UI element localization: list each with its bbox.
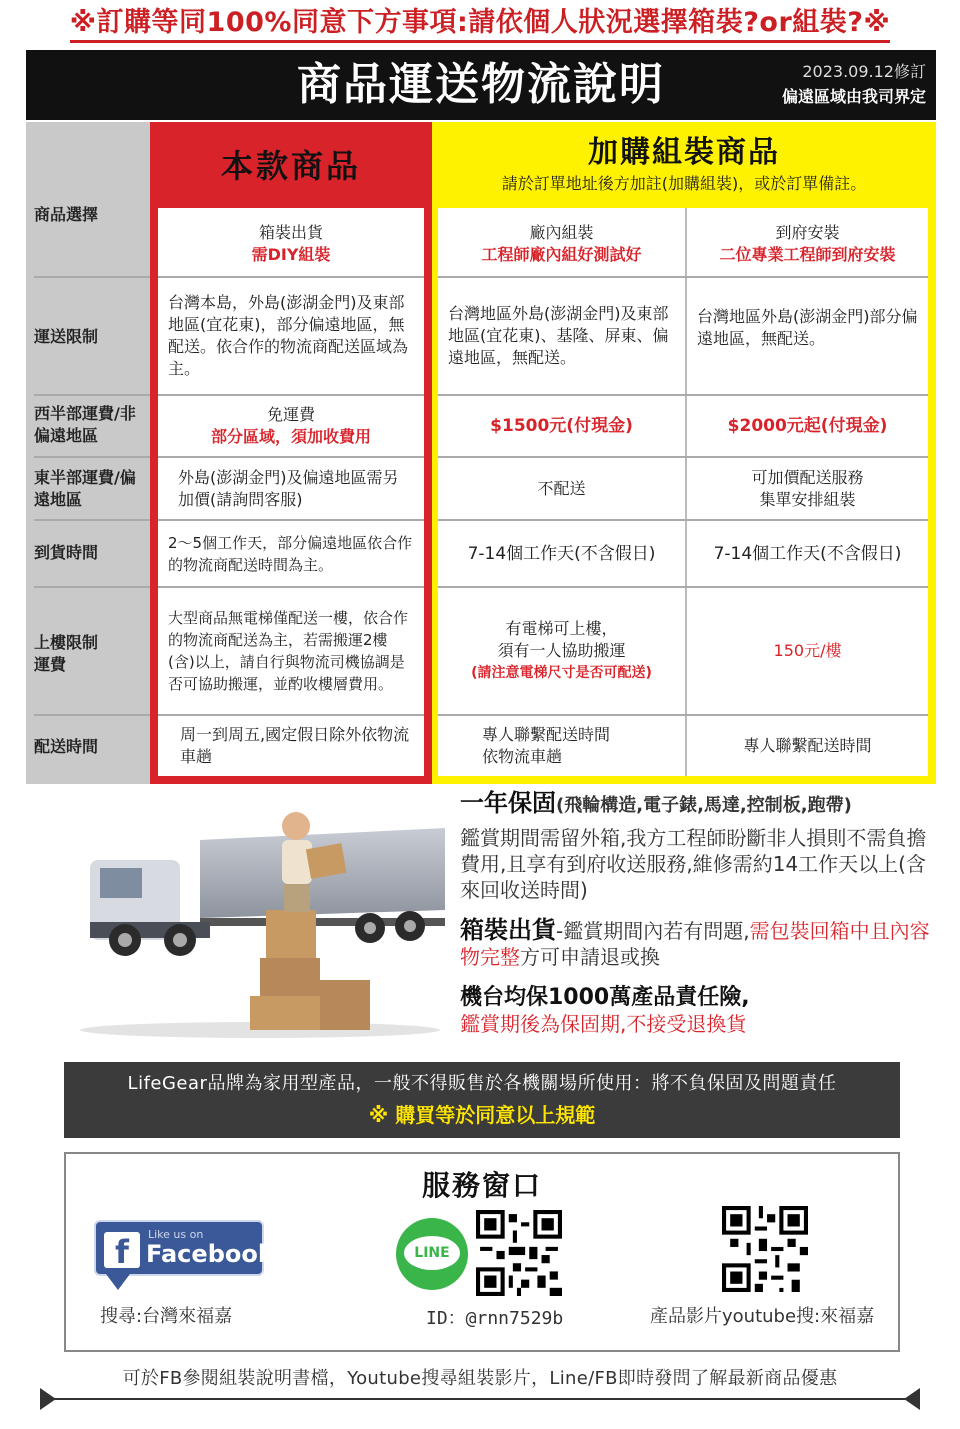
cell-arrival-home: 7-14個工作天(不含假日)	[713, 543, 902, 564]
label-separator	[34, 586, 150, 588]
footer-arrow-right-icon	[904, 1388, 920, 1410]
row-label-option: 商品選擇	[34, 205, 99, 224]
footer-text: 可於FB參閱組裝說明書檔，Youtube搜尋組裝影片，Line/FB即時發問了解最新商品優惠	[122, 1368, 838, 1389]
stairs-factory-warning: (請注意電梯尺寸是否可配送)	[471, 665, 652, 681]
youtube-qr-code[interactable]	[722, 1206, 808, 1292]
box-shipping-title: 箱裝出貨	[460, 916, 556, 944]
cell-arrival-basic: 2～5個工作天，部分偏遠地區依合作的物流商配送時間為主。	[168, 533, 413, 574]
addon-title: 加購組裝商品	[588, 135, 780, 170]
warranty-section	[460, 790, 930, 1037]
box-shipping-text2: 方可申請退或換	[520, 945, 660, 969]
stairs-label-line2: 運費	[34, 655, 67, 674]
cell-east-home	[687, 458, 928, 519]
service-window	[64, 1152, 900, 1352]
west-basic-note: 部分區域，須加收費用	[210, 427, 371, 446]
stairs-factory-line2: 須有一人協助搬運	[497, 641, 626, 660]
cell-shipping-home: 台灣地區外島(澎湖金門)部分偏遠地區，無配送。	[697, 307, 918, 348]
facebook-like-text: Like us on	[148, 1228, 204, 1241]
warranty-title: 一年保固	[460, 789, 556, 817]
line-icon[interactable]	[396, 1218, 468, 1290]
west-basic-free: 免運費	[266, 405, 315, 424]
warranty-parts: (飛輪構造,電子錶,馬達,控制板,跑帶)	[556, 795, 852, 816]
cell-delivery-home: 專人聯繫配送時間	[743, 736, 872, 755]
delivery-truck-illustration	[70, 800, 450, 1040]
cell-shipping-factory: 台灣地區外島(澎湖金門)及東部地區(宜花東)、基隆、屏東、偏遠地區，無配送。	[448, 304, 669, 367]
youtube-search-text: 產品影片youtube搜:來福嘉	[650, 1306, 875, 1327]
footer-arrow-left-icon	[40, 1388, 56, 1410]
stairs-factory-line1: 有電梯可上樓，	[505, 619, 618, 638]
cell-delivery-basic: 周一到周五,國定假日除外依物流車趟	[180, 725, 410, 766]
label-separator	[34, 456, 150, 458]
facebook-button[interactable]	[94, 1220, 274, 1276]
facebook-bubble-tail	[106, 1274, 130, 1290]
label-separator	[34, 394, 150, 396]
order-notice	[0, 0, 960, 48]
cell-east-factory: 不配送	[537, 478, 586, 498]
revision-date: 2023.09.12修訂	[802, 62, 926, 81]
insurance-text: 機台均保1000萬產品責任險,	[460, 985, 750, 1010]
cell-option-home	[687, 212, 928, 276]
line-id-text: ID：@rnn7529b	[426, 1308, 564, 1329]
option-factory-title: 廠內組裝	[529, 223, 594, 242]
cell-delivery-factory	[438, 716, 685, 776]
cell-arrival-factory: 7-14個工作天(不含假日)	[467, 543, 656, 564]
disclaimer-agreement: ※ 購買等於同意以上規範	[368, 1103, 596, 1127]
cell-stairs-home: 150元/樓	[773, 641, 842, 660]
basic-column-header: 本款商品	[220, 147, 361, 185]
disclaimer-text: LifeGear品牌為家用型產品，一般不得販售於各機關場所使用：將不負保固及問題責任	[127, 1073, 837, 1094]
cell-west-basic	[158, 396, 424, 456]
line-qr-code[interactable]	[476, 1210, 562, 1296]
row-label-arrival: 到貨時間	[34, 543, 99, 562]
remote-area-note: 偏遠區域由我司界定	[781, 87, 926, 106]
cell-option-basic	[158, 212, 424, 276]
east-home-line2: 集單安排組裝	[759, 489, 856, 509]
cell-option-factory	[438, 212, 685, 276]
box-shipping-text1: -鑑賞期間內若有問題,	[556, 919, 750, 943]
row-label-west: 西半部運費/非偏遠地區	[34, 404, 136, 445]
addon-column-header	[432, 122, 936, 206]
shipping-table	[26, 122, 936, 784]
option-basic-note: 需DIY組裝	[251, 245, 331, 264]
warranty-body: 鑑賞期間需留外箱,我方工程師盼斷非人損則不需負擔費用,且享有到府收送服務,維修需約14工作天以上(含來回收送時間)	[460, 826, 927, 902]
stairs-label-line1: 上樓限制	[34, 633, 99, 652]
row-label-stairs	[34, 632, 146, 676]
cell-west-home: $2000元起(付現金)	[727, 416, 888, 436]
option-home-title: 到府安裝	[775, 223, 840, 242]
cell-stairs-factory	[438, 588, 685, 714]
title-bar	[26, 50, 936, 120]
cell-shipping-basic: 台灣本島，外島(澎湖金門)及東部地區(宜花東)，部分偏遠地區，無配送。依合作的物流商配送區域為主。	[168, 293, 409, 378]
addon-note: 請於訂單地址後方加註(加購組裝)，或於訂單備註。	[501, 174, 867, 193]
facebook-search-text: 搜尋:台灣來福嘉	[100, 1306, 233, 1327]
cell-stairs-basic: 大型商品無電梯僅配送一樓，依合作的物流商配送為主，若需搬運2樓(含)以上，請自行與物流司機協調是否可協助搬運，並酌收樓層費用。	[168, 609, 409, 693]
line-logo-text: LINE	[404, 1236, 460, 1270]
facebook-icon: f	[104, 1232, 140, 1268]
delivery-factory-line2: 依物流車趟	[482, 747, 563, 766]
option-factory-note: 工程師廠內組好測試好	[481, 245, 642, 264]
option-home-note: 二位專業工程師到府安裝	[719, 245, 896, 264]
row-label-east: 東半部運費/偏遠地區	[34, 468, 136, 509]
delivery-factory-line1: 專人聯繫配送時間	[482, 725, 611, 744]
east-home-line1: 可加價配送服務	[751, 467, 864, 487]
service-title: 服務窗口	[421, 1169, 542, 1202]
label-separator	[34, 519, 150, 521]
footer-divider	[40, 1398, 920, 1400]
row-label-delivery: 配送時間	[34, 737, 99, 756]
row-label-shipping: 運送限制	[34, 327, 99, 346]
disclaimer-bar	[64, 1062, 900, 1138]
facebook-label: Facebook	[146, 1240, 274, 1268]
box-shipping-condition: 需包裝回箱中且內容物完整	[460, 919, 930, 969]
cell-east-basic: 外島(澎湖金門)及偏遠地區需另加價(請詢問客服)	[178, 467, 399, 509]
page-title: 商品運送物流說明	[297, 59, 665, 110]
label-separator	[34, 714, 150, 716]
cell-west-factory: $1500元(付現金)	[490, 416, 633, 436]
label-separator	[34, 276, 150, 278]
insurance-note: 鑑賞期後為保固期,不接受退換貨	[460, 1012, 747, 1036]
option-basic-title: 箱裝出貨	[258, 223, 323, 242]
order-notice-text: ※訂購等同100%同意下方事項:請依個人狀況選擇箱裝?or組裝?※	[70, 6, 890, 43]
